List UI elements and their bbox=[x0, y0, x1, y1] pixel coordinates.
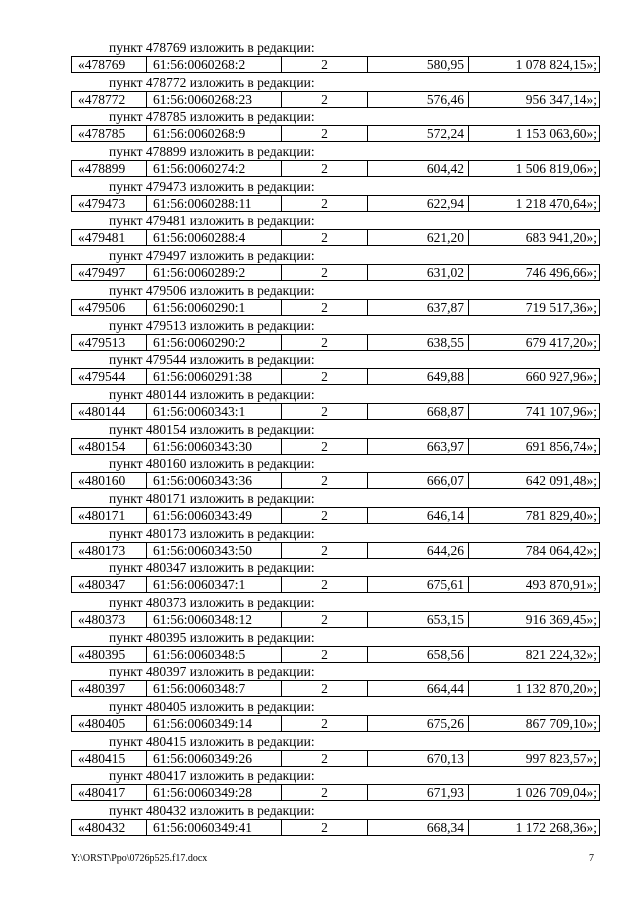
amendment-entry bbox=[71, 698, 600, 733]
group-cell: 2 bbox=[282, 716, 368, 731]
amendment-caption: пункт 480347 изложить в редакции: bbox=[109, 560, 315, 576]
specific-value-cell: 675,61 bbox=[368, 577, 469, 592]
cadastral-number-cell: 61:56:0060288:4 bbox=[147, 230, 282, 245]
item-number-cell: «480395 bbox=[72, 647, 147, 662]
table-row bbox=[71, 507, 600, 524]
specific-value-cell: 649,88 bbox=[368, 369, 469, 384]
specific-value-cell: 653,15 bbox=[368, 612, 469, 627]
group-cell: 2 bbox=[282, 543, 368, 558]
amendment-entry bbox=[71, 282, 600, 317]
cadastral-value-cell: 746 496,66»; bbox=[525, 265, 597, 281]
item-number-cell: «480405 bbox=[72, 716, 147, 731]
table-row bbox=[71, 646, 600, 663]
cadastral-value-cell: 784 064,42»; bbox=[525, 542, 597, 558]
cadastral-number-cell: 61:56:0060349:26 bbox=[147, 751, 282, 766]
table-row bbox=[71, 56, 600, 73]
table-row bbox=[71, 264, 600, 281]
amendment-caption: пункт 479513 изложить в редакции: bbox=[109, 317, 315, 333]
cadastral-number-cell: 61:56:0060348:7 bbox=[147, 681, 282, 696]
table-row bbox=[71, 611, 600, 628]
specific-value-cell: 668,87 bbox=[368, 404, 469, 419]
amendment-entry bbox=[71, 455, 600, 490]
specific-value-cell: 572,24 bbox=[368, 126, 469, 141]
cadastral-value-cell: 719 517,36»; bbox=[525, 299, 597, 315]
table-row bbox=[71, 91, 600, 108]
item-number-cell: «478769 bbox=[72, 57, 147, 72]
amendment-caption: пункт 478772 изложить в редакции: bbox=[109, 74, 315, 90]
cadastral-value-cell: 867 709,10»; bbox=[525, 716, 597, 732]
cadastral-number-cell: 61:56:0060343:49 bbox=[147, 508, 282, 523]
amendment-entry bbox=[71, 178, 600, 213]
item-number-cell: «480154 bbox=[72, 439, 147, 454]
table-row bbox=[71, 542, 600, 559]
amendment-caption: пункт 479473 изложить в редакции: bbox=[109, 178, 315, 194]
group-cell: 2 bbox=[282, 404, 368, 419]
amendment-entry bbox=[71, 421, 600, 456]
specific-value-cell: 580,95 bbox=[368, 57, 469, 72]
amendment-caption: пункт 480405 изложить в редакции: bbox=[109, 699, 315, 715]
item-number-cell: «480415 bbox=[72, 751, 147, 766]
group-cell: 2 bbox=[282, 92, 368, 107]
table-row bbox=[71, 160, 600, 177]
group-cell: 2 bbox=[282, 577, 368, 592]
group-cell: 2 bbox=[282, 57, 368, 72]
amendment-caption: пункт 480160 изложить в редакции: bbox=[109, 456, 315, 472]
cadastral-value-cell: 821 224,32»; bbox=[525, 646, 597, 662]
cadastral-number-cell: 61:56:0060349:41 bbox=[147, 820, 282, 835]
cadastral-number-cell: 61:56:0060349:14 bbox=[147, 716, 282, 731]
item-number-cell: «480160 bbox=[72, 473, 147, 488]
item-number-cell: «478785 bbox=[72, 126, 147, 141]
amendment-caption: пункт 480415 изложить в редакции: bbox=[109, 733, 315, 749]
amendment-caption: пункт 480397 изложить в редакции: bbox=[109, 664, 315, 680]
amendment-entry bbox=[71, 108, 600, 143]
cadastral-number-cell: 61:56:0060343:1 bbox=[147, 404, 282, 419]
group-cell: 2 bbox=[282, 647, 368, 662]
amendment-entry bbox=[71, 525, 600, 560]
table-row bbox=[71, 784, 600, 801]
cadastral-value-cell: 679 417,20»; bbox=[525, 334, 597, 350]
group-cell: 2 bbox=[282, 196, 368, 211]
page-number: 7 bbox=[589, 853, 594, 864]
table-row bbox=[71, 576, 600, 593]
table-row bbox=[71, 229, 600, 246]
amendment-list bbox=[71, 39, 600, 837]
amendment-entry bbox=[71, 733, 600, 768]
specific-value-cell: 668,34 bbox=[368, 820, 469, 835]
cadastral-number-cell: 61:56:0060291:38 bbox=[147, 369, 282, 384]
amendment-caption: пункт 480417 изложить в редакции: bbox=[109, 768, 315, 784]
item-number-cell: «479481 bbox=[72, 230, 147, 245]
cadastral-value-cell: 741 107,96»; bbox=[525, 403, 597, 419]
amendment-entry bbox=[71, 143, 600, 178]
specific-value-cell: 671,93 bbox=[368, 785, 469, 800]
cadastral-number-cell: 61:56:0060268:9 bbox=[147, 126, 282, 141]
table-row bbox=[71, 195, 600, 212]
table-row bbox=[71, 334, 600, 351]
cadastral-number-cell: 61:56:0060268:23 bbox=[147, 92, 282, 107]
group-cell: 2 bbox=[282, 300, 368, 315]
group-cell: 2 bbox=[282, 508, 368, 523]
cadastral-value-cell: 956 347,14»; bbox=[525, 91, 597, 107]
item-number-cell: «480171 bbox=[72, 508, 147, 523]
table-row bbox=[71, 368, 600, 385]
amendment-caption: пункт 480373 изложить в редакции: bbox=[109, 595, 315, 610]
cadastral-value-cell: 1 078 824,15»; bbox=[515, 57, 597, 72]
cadastral-number-cell: 61:56:0060349:28 bbox=[147, 785, 282, 800]
amendment-caption: пункт 479544 изложить в редакции: bbox=[109, 352, 315, 368]
item-number-cell: «480347 bbox=[72, 577, 147, 592]
item-number-cell: «480417 bbox=[72, 785, 147, 800]
specific-value-cell: 621,20 bbox=[368, 230, 469, 245]
item-number-cell: «479544 bbox=[72, 369, 147, 384]
amendment-caption: пункт 479481 изложить в редакции: bbox=[109, 213, 315, 229]
item-number-cell: «480397 bbox=[72, 681, 147, 696]
cadastral-value-cell: 493 870,91»; bbox=[525, 577, 597, 593]
specific-value-cell: 638,55 bbox=[368, 335, 469, 350]
item-number-cell: «480173 bbox=[72, 543, 147, 558]
amendment-entry bbox=[71, 663, 600, 698]
amendment-caption: пункт 480395 изложить в редакции: bbox=[109, 629, 315, 645]
amendment-caption: пункт 480144 изложить в редакции: bbox=[109, 386, 315, 402]
amendment-caption: пункт 479506 изложить в редакции: bbox=[109, 282, 315, 298]
amendment-entry bbox=[71, 247, 600, 282]
specific-value-cell: 670,13 bbox=[368, 751, 469, 766]
specific-value-cell: 666,07 bbox=[368, 473, 469, 488]
amendment-entry bbox=[71, 629, 600, 664]
amendment-entry bbox=[71, 802, 600, 837]
cadastral-number-cell: 61:56:0060288:11 bbox=[147, 196, 282, 211]
amendment-caption: пункт 480432 изложить в редакции: bbox=[109, 803, 315, 819]
cadastral-value-cell: 781 829,40»; bbox=[525, 507, 597, 523]
table-row bbox=[71, 438, 600, 455]
group-cell: 2 bbox=[282, 230, 368, 245]
group-cell: 2 bbox=[282, 161, 368, 176]
cadastral-value-cell: 1 506 819,06»; bbox=[515, 161, 597, 177]
amendment-entry bbox=[71, 559, 600, 594]
amendment-caption: пункт 480154 изложить в редакции: bbox=[109, 421, 315, 437]
cadastral-value-cell: 683 941,20»; bbox=[525, 230, 597, 246]
footer-file-path: Y:\ORST\Ppo\0726p525.f17.docx bbox=[71, 853, 208, 864]
specific-value-cell: 664,44 bbox=[368, 681, 469, 696]
amendment-entry bbox=[71, 39, 600, 74]
cadastral-value-cell: 1 218 470,64»; bbox=[515, 195, 597, 211]
cadastral-value-cell: 660 927,96»; bbox=[525, 369, 597, 385]
cadastral-value-cell: 916 369,45»; bbox=[525, 612, 597, 627]
cadastral-value-cell: 1 172 268,36»; bbox=[515, 820, 597, 836]
specific-value-cell: 576,46 bbox=[368, 92, 469, 107]
cadastral-value-cell: 1 153 063,60»; bbox=[515, 126, 597, 142]
group-cell: 2 bbox=[282, 126, 368, 141]
amendment-entry bbox=[71, 386, 600, 421]
table-row bbox=[71, 472, 600, 489]
amendment-entry bbox=[71, 74, 600, 109]
specific-value-cell: 646,14 bbox=[368, 508, 469, 523]
table-row bbox=[71, 819, 600, 836]
table-row bbox=[71, 715, 600, 732]
amendment-caption: пункт 479497 изложить в редакции: bbox=[109, 248, 315, 264]
item-number-cell: «479473 bbox=[72, 196, 147, 211]
cadastral-number-cell: 61:56:0060343:36 bbox=[147, 473, 282, 488]
specific-value-cell: 604,42 bbox=[368, 161, 469, 176]
specific-value-cell: 637,87 bbox=[368, 300, 469, 315]
amendment-entry bbox=[71, 490, 600, 525]
table-row bbox=[71, 125, 600, 142]
group-cell: 2 bbox=[282, 335, 368, 350]
amendment-entry bbox=[71, 767, 600, 802]
group-cell: 2 bbox=[282, 369, 368, 384]
cadastral-number-cell: 61:56:0060268:2 bbox=[147, 57, 282, 72]
group-cell: 2 bbox=[282, 473, 368, 488]
group-cell: 2 bbox=[282, 681, 368, 696]
amendment-entry bbox=[71, 317, 600, 352]
amendment-caption: пункт 478769 изложить в редакции: bbox=[109, 40, 315, 55]
table-row bbox=[71, 680, 600, 697]
cadastral-number-cell: 61:56:0060289:2 bbox=[147, 265, 282, 280]
item-number-cell: «479513 bbox=[72, 335, 147, 350]
cadastral-number-cell: 61:56:0060274:2 bbox=[147, 161, 282, 176]
group-cell: 2 bbox=[282, 751, 368, 766]
cadastral-value-cell: 642 091,48»; bbox=[525, 473, 597, 489]
specific-value-cell: 631,02 bbox=[368, 265, 469, 280]
cadastral-value-cell: 691 856,74»; bbox=[525, 438, 597, 454]
cadastral-value-cell: 1 026 709,04»; bbox=[515, 785, 597, 801]
cadastral-number-cell: 61:56:0060290:1 bbox=[147, 300, 282, 315]
item-number-cell: «479506 bbox=[72, 300, 147, 315]
specific-value-cell: 675,26 bbox=[368, 716, 469, 731]
amendment-caption: пункт 480171 изложить в редакции: bbox=[109, 490, 315, 506]
cadastral-number-cell: 61:56:0060343:50 bbox=[147, 543, 282, 558]
amendment-entry bbox=[71, 594, 600, 629]
amendment-caption: пункт 478785 изложить в редакции: bbox=[109, 109, 315, 125]
item-number-cell: «478772 bbox=[72, 92, 147, 107]
amendment-entry bbox=[71, 212, 600, 247]
group-cell: 2 bbox=[282, 439, 368, 454]
group-cell: 2 bbox=[282, 265, 368, 280]
cadastral-number-cell: 61:56:0060290:2 bbox=[147, 335, 282, 350]
item-number-cell: «479497 bbox=[72, 265, 147, 280]
specific-value-cell: 644,26 bbox=[368, 543, 469, 558]
specific-value-cell: 658,56 bbox=[368, 647, 469, 662]
cadastral-number-cell: 61:56:0060343:30 bbox=[147, 439, 282, 454]
group-cell: 2 bbox=[282, 820, 368, 835]
group-cell: 2 bbox=[282, 612, 368, 627]
item-number-cell: «480432 bbox=[72, 820, 147, 835]
cadastral-number-cell: 61:56:0060348:5 bbox=[147, 647, 282, 662]
cadastral-number-cell: 61:56:0060348:12 bbox=[147, 612, 282, 627]
item-number-cell: «480373 bbox=[72, 612, 147, 627]
amendment-caption: пункт 480173 изложить в редакции: bbox=[109, 525, 315, 541]
amendment-entry bbox=[71, 351, 600, 386]
specific-value-cell: 622,94 bbox=[368, 196, 469, 211]
table-row bbox=[71, 299, 600, 316]
group-cell: 2 bbox=[282, 785, 368, 800]
table-row bbox=[71, 403, 600, 420]
item-number-cell: «480144 bbox=[72, 404, 147, 419]
cadastral-value-cell: 1 132 870,20»; bbox=[515, 681, 597, 697]
cadastral-number-cell: 61:56:0060347:1 bbox=[147, 577, 282, 592]
amendment-caption: пункт 478899 изложить в редакции: bbox=[109, 144, 315, 160]
item-number-cell: «478899 bbox=[72, 161, 147, 176]
table-row bbox=[71, 750, 600, 767]
cadastral-value-cell: 997 823,57»; bbox=[525, 750, 597, 766]
specific-value-cell: 663,97 bbox=[368, 439, 469, 454]
